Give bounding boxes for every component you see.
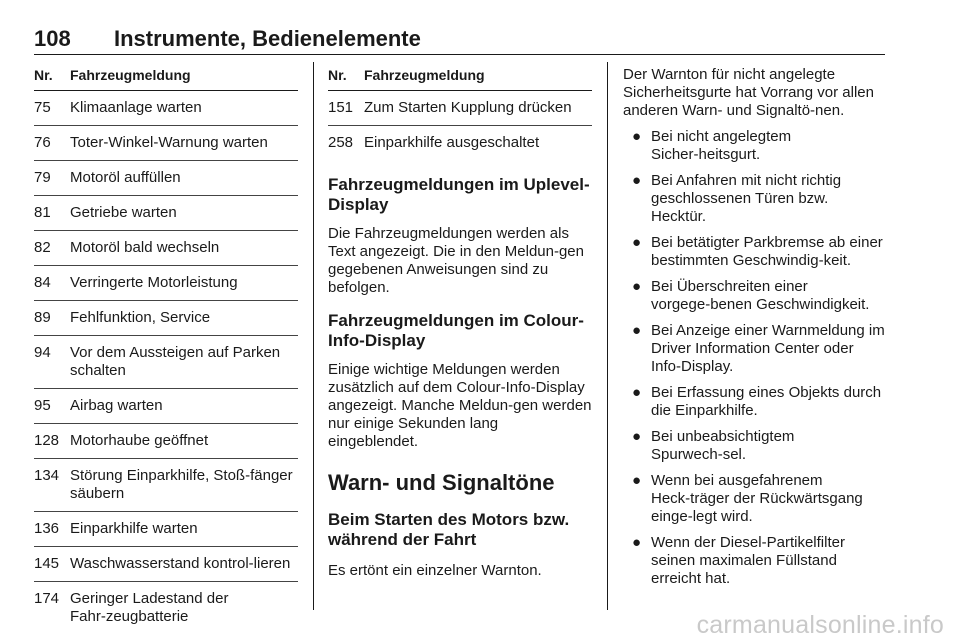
- subheading-start: Beim Starten des Motors bzw. während der Fahrt: [328, 510, 570, 549]
- row-number: 95: [34, 397, 51, 414]
- list-item: [623, 534, 887, 588]
- bullet-icon: ●: [632, 428, 642, 445]
- list-item-text: Bei betätigter Parkbremse ab einer bestimmten Geschwindig‑keit.: [651, 234, 883, 269]
- list-item-text: Bei Erfassung eines Objekts durch die Einparkhilfe.: [651, 384, 882, 419]
- row-message: Einparkhilfe ausgeschaltet: [364, 134, 540, 151]
- column-header-message: Fahrzeugmeldung: [364, 67, 485, 83]
- column-header-nr: Nr.: [34, 67, 53, 83]
- bullet-icon: ●: [632, 128, 642, 145]
- list-item-text: Bei Überschreiten einer vorgege‑benen Geschwindigkeit.: [651, 278, 870, 313]
- table-row: [34, 301, 298, 336]
- row-message: Klimaanlage warten: [70, 99, 202, 116]
- paragraph-uplevel: Die Fahrzeugmeldungen werden als Text angezeigt. Die in den Meldun‑gen gegebenen Anweisungen sind zu befolgen.: [328, 225, 584, 296]
- table-row: [34, 547, 298, 582]
- row-message: Vor dem Aussteigen auf Parken schalten: [70, 344, 281, 379]
- list-item: [623, 172, 887, 226]
- list-item-text: Wenn der Diesel-Partikelfilter seinen maximalen Füllstand erreicht hat.: [651, 534, 845, 587]
- row-message: Verringerte Motorleistung: [70, 274, 238, 291]
- row-number: 89: [34, 309, 51, 326]
- column-divider: [313, 62, 314, 610]
- list-item-text: Bei nicht angelegtem Sicher‑heitsgurt.: [651, 128, 792, 163]
- row-message: Motorhaube geöffnet: [70, 432, 209, 449]
- list-item: [623, 322, 887, 376]
- bullet-icon: ●: [632, 384, 642, 401]
- message-table-left: [34, 62, 298, 634]
- table-header: [328, 62, 592, 91]
- table-row: [34, 91, 298, 126]
- table-row: [328, 126, 592, 160]
- row-message: Waschwasserstand kontrol‑lieren: [70, 555, 291, 572]
- list-item: [623, 384, 887, 420]
- row-message: Geringer Ladestand der Fahr‑zeugbatterie: [70, 590, 229, 625]
- warning-sound-list-section: [623, 62, 887, 588]
- list-item-text: Bei unbeabsichtigtem Spurwech‑sel.: [651, 428, 795, 463]
- message-table-right-section: [328, 62, 592, 580]
- table-row: [34, 161, 298, 196]
- bullet-icon: ●: [632, 472, 642, 489]
- table-row: [34, 126, 298, 161]
- list-item: [623, 234, 887, 270]
- section-heading-uplevel: Fahrzeugmeldungen im Uplevel-Display: [328, 175, 590, 214]
- list-item: [623, 472, 887, 526]
- list-item-text: Wenn bei ausgefahrenem Heck‑träger der Rückwärtsgang einge‑legt wird.: [651, 472, 863, 525]
- paragraph-intro: Es ertönt ein einzelner Warnton.: [328, 562, 542, 579]
- bullet-icon: ●: [632, 278, 642, 295]
- bullet-icon: ●: [632, 534, 642, 551]
- table-row: [34, 389, 298, 424]
- list-item: [623, 278, 887, 314]
- table-row: [34, 424, 298, 459]
- column-header-message: Fahrzeugmeldung: [70, 67, 191, 83]
- section-heading-colour: Fahrzeugmeldungen im Colour-Info-Display: [328, 311, 584, 350]
- row-message: Fehlfunktion, Service: [70, 309, 211, 326]
- bullet-icon: ●: [632, 322, 642, 339]
- row-number: 174: [34, 590, 60, 607]
- section-heading-warn: Warn- und Signaltöne: [328, 470, 555, 495]
- row-number: 75: [34, 99, 51, 116]
- row-message: Getriebe warten: [70, 204, 177, 221]
- list-item: [623, 128, 887, 164]
- row-number: 82: [34, 239, 51, 256]
- row-number: 84: [34, 274, 51, 291]
- table-row: [328, 91, 592, 126]
- row-number: 258: [328, 134, 354, 151]
- row-message: Toter-Winkel-Warnung warten: [70, 134, 268, 151]
- row-message: Zum Starten Kupplung drücken: [364, 99, 572, 116]
- row-number: 76: [34, 134, 51, 151]
- table-row: [34, 459, 298, 512]
- page-title: Instrumente, Bedienelemente: [114, 26, 421, 51]
- row-message: Störung Einparkhilfe, Stoß‑fänger säubern: [70, 467, 293, 502]
- row-message: Einparkhilfe warten: [70, 520, 198, 537]
- list-item-text: Bei Anfahren mit nicht richtig geschlossenen Türen bzw. Hecktür.: [651, 172, 842, 225]
- page-number: 108: [34, 26, 71, 51]
- table-row: [34, 512, 298, 547]
- row-number: 81: [34, 204, 51, 221]
- column-divider: [607, 62, 608, 610]
- row-number: 79: [34, 169, 51, 186]
- column-header-nr: Nr.: [328, 67, 347, 83]
- bullet-list: [623, 128, 887, 588]
- row-number: 128: [34, 432, 60, 449]
- page-header: [34, 24, 885, 55]
- row-number: 145: [34, 555, 60, 572]
- list-item: [623, 428, 887, 464]
- row-number: 134: [34, 467, 60, 484]
- row-message: Motoröl auffüllen: [70, 169, 181, 186]
- row-number: 94: [34, 344, 51, 361]
- row-number: 136: [34, 520, 60, 537]
- table-header: [34, 62, 298, 91]
- bullet-icon: ●: [632, 172, 642, 189]
- bullet-icon: ●: [632, 234, 642, 251]
- table-row: [34, 231, 298, 266]
- list-item-text: Bei Anzeige einer Warnmeldung im Driver Information Center oder Info-Display.: [651, 322, 885, 375]
- paragraph-seatbelt-note: Der Warnton für nicht angelegte Sicherheitsgurte hat Vorrang vor allen anderen Warn- und Signaltö‑nen.: [623, 66, 874, 119]
- table-row: [34, 582, 298, 634]
- row-message: Motoröl bald wechseln: [70, 239, 220, 256]
- table-row: [34, 266, 298, 301]
- table-row: [34, 196, 298, 231]
- paragraph-colour: Einige wichtige Meldungen werden zusätzlich auf dem Colour-Info-Display angezeigt. Manche Meldun‑gen werden nur einige Sekunden lang eingeblendet.: [328, 361, 592, 450]
- row-message: Airbag warten: [70, 397, 163, 414]
- row-number: 151: [328, 99, 354, 116]
- table-row: [34, 336, 298, 389]
- watermark: carmanualsonline.info: [696, 611, 944, 639]
